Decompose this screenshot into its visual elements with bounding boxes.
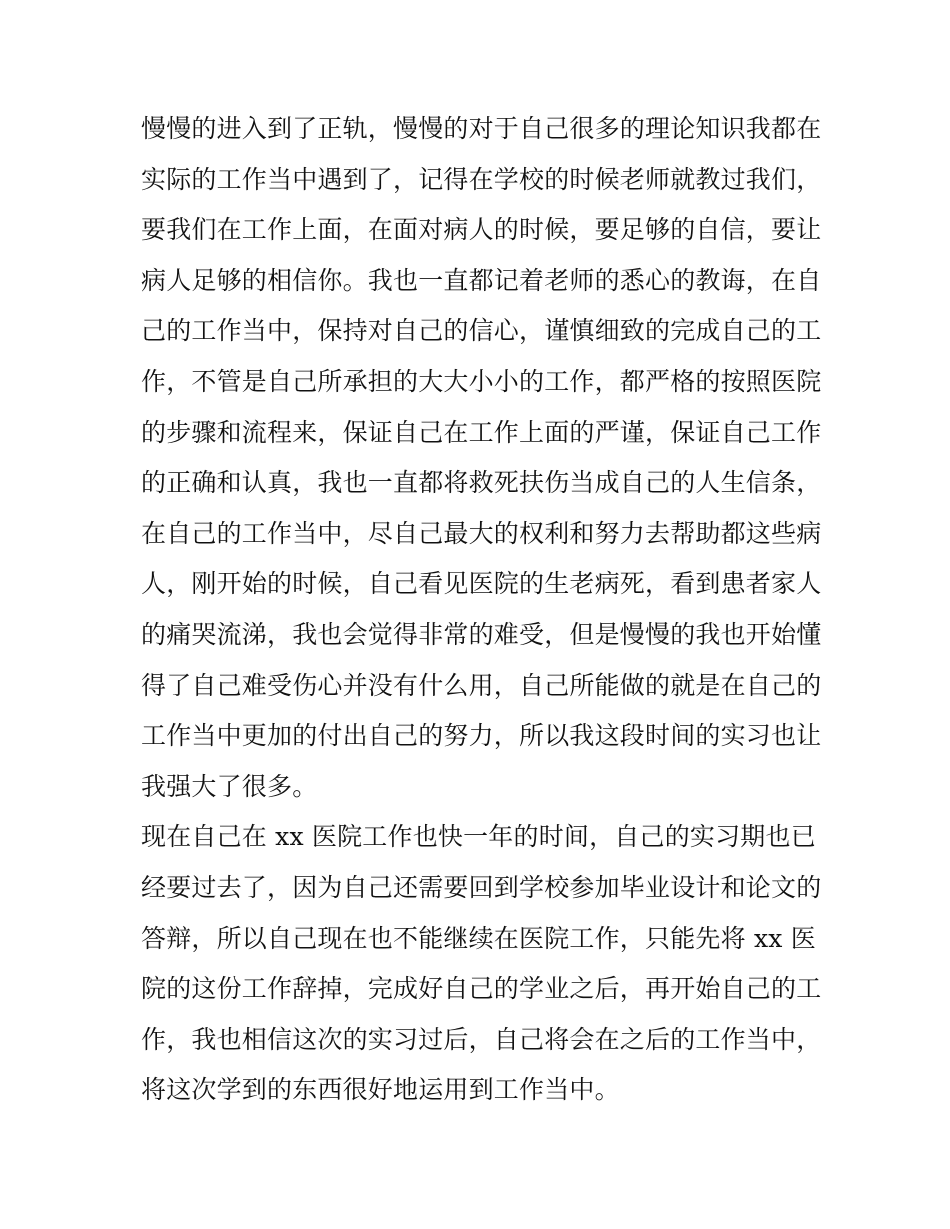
text-line: 经要过去了，因为自己还需要回到学校参加毕业设计和论文的: [141, 872, 822, 902]
text-line: 己的工作当中，保持对自己的信心，谨慎细致的完成自己的工: [141, 316, 822, 346]
text-line: 慢慢的进入到了正轨，慢慢的对于自己很多的理论知识我都在: [141, 114, 822, 143]
text-line: 我强大了很多。: [141, 771, 318, 801]
text-line: 院的这份工作辞掉，完成好自己的学业之后，再开始自己的工: [141, 974, 822, 1004]
text-line: 的正确和认真，我也一直都将救死扶伤当成自己的人生信条，: [141, 468, 822, 498]
text-line: 答辩，所以自己现在也不能继续在医院工作，只能先将 xx 医: [141, 923, 816, 953]
text-line: 的痛哭流涕，我也会觉得非常的难受，但是慢慢的我也开始懂: [141, 619, 822, 649]
document-body: [141, 104, 822, 1116]
text-line: 病人足够的相信你。我也一直都记着老师的悉心的教诲，在自: [141, 265, 822, 295]
text-line: 作，不管是自己所承担的大大小小的工作，都严格的按照医院: [141, 366, 822, 396]
text-line: 得了自己难受伤心并没有什么用，自己所能做的就是在自己的: [141, 670, 822, 700]
text-line: 将这次学到的东西很好地运用到工作当中。: [141, 1075, 620, 1105]
text-line: 的步骤和流程来，保证自己在工作上面的严谨，保证自己工作: [141, 417, 822, 447]
text-line: 人，刚开始的时候，自己看见医院的生老病死，看到患者家人: [141, 569, 822, 599]
text-line: 现在自己在 xx 医院工作也快一年的时间，自己的实习期也已: [141, 822, 816, 852]
text-line: 要我们在工作上面，在面对病人的时候，要足够的自信，要让: [141, 215, 822, 245]
text-line: 实际的工作当中遇到了，记得在学校的时候老师就教过我们，: [141, 164, 822, 194]
text-line: 工作当中更加的付出自己的努力，所以我这段时间的实习也让: [141, 721, 822, 751]
text-line: 在自己的工作当中，尽自己最大的权利和努力去帮助都这些病: [141, 518, 822, 548]
text-line: 作，我也相信这次的实习过后，自己将会在之后的工作当中，: [141, 1024, 822, 1054]
